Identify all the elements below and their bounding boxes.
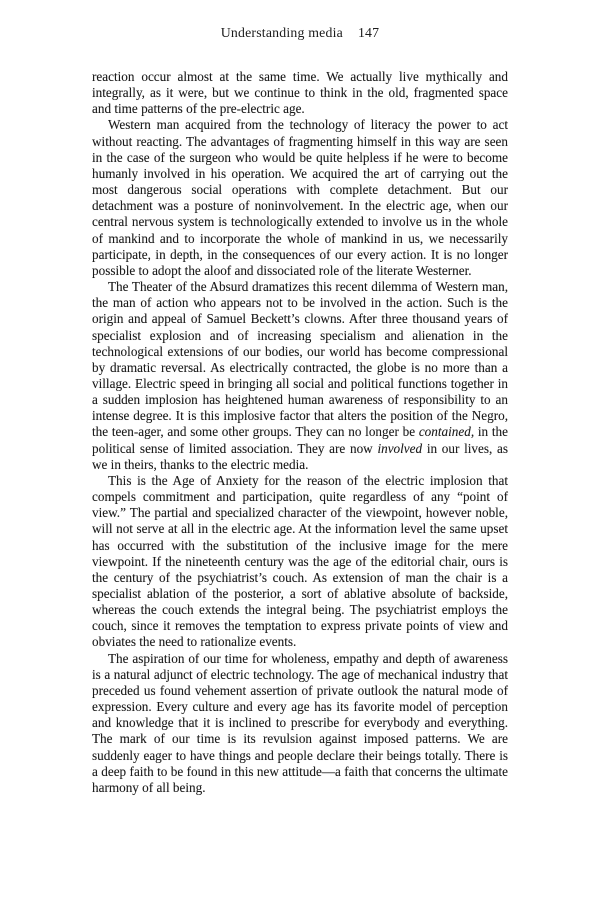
page-header [92, 25, 508, 41]
paragraph [92, 279, 508, 473]
body-text-segment: in our lives, as we in theirs, thanks to the electric media. [92, 440, 509, 472]
body-text-segment: reaction occur almost at the same time. We actually live mythically and integrally, as it were, but we continue to think in the old, fragmented space and time patterns of the pre-electric age. [92, 69, 508, 117]
paragraph [92, 473, 508, 651]
page-number: 147 [357, 25, 380, 40]
italic-text: contained, [418, 424, 475, 440]
italic-text: involved [377, 440, 423, 456]
body-text-segment: The Theater of the Absurd dramatizes this recent dilemma of Western man, the man of action who appears not to be involved in the action. Such is the origin and appeal of Samuel Beckett’s clowns. After three thousand years of specialist explosion and of increasing specialism and alienation in the technological extensions of our bodies, our world has become compressional by dramatic reversal. As electrically contracted, the globe is no more than a village. Electric speed in bringing all social and political functions together in a sudden implosion has heightened human awareness of responsibility to an intense degree. It is this implosive factor that alters the position of the Negro, the teen-ager, and some other groups. They can no longer be [92, 279, 508, 440]
paragraph [92, 651, 508, 796]
running-title: Understanding media [220, 25, 343, 40]
body-text-segment: The aspiration of our time for wholeness, empathy and depth of awareness is a natural adjunct of electric technology. The age of mechanical industry that preceded us found vehement assertion of private outlook the natural mode of expression. Every culture and every age has its favorite model of perception and knowledge that it is inclined to prescribe for everybody and everything. The mark of our time is its revulsion against imposed patterns. We are suddenly eager to have things and people declare their beings totally. There is a deep faith to be found in this new attitude—a faith that concerns the ultimate harmony of all being. [92, 650, 508, 795]
body-text-segment: This is the Age of Anxiety for the reason of the electric implosion that compels commitment and participation, quite regardless of any “point of view.” The partial and specialized character of the viewpoint, however noble, will not serve at all in the electric age. At the information level the same upset has occurred with the substitution of the inclusive image for the mere viewpoint. If the nineteenth century was the age of the editorial chair, ours is the century of the psychiatrist’s couch. As extension of man the chair is a specialist ablation of the posterior, a sort of ablative absolute of backside, whereas the couch extends the integral being. The psychiatrist employs the couch, since it removes the temptation to express private points of view and obviates the need to rationalize events. [92, 472, 508, 650]
page-body [92, 69, 508, 796]
body-text-segment: Western man acquired from the technology of literacy the power to act without reacting. The advantages of fragmenting himself in this way are seen in the case of the surgeon who would be quite helpless if he were to become humanly involved in his operation. We acquired the art of carrying out the most dangerous social operations with complete detachment. But our detachment was a posture of noninvolvement. In the electric age, when our central nervous system is technologically extended to involve us in the whole of mankind and to incorporate the whole of mankind in us, we necessarily participate, in depth, in the consequences of our every action. It is no longer possible to adopt the aloof and dissociated role of the literate Westerner. [92, 117, 508, 278]
paragraph [92, 117, 508, 279]
paragraph [92, 69, 508, 117]
body-text-segment: in the political sense of limited association. They are now [92, 424, 508, 456]
